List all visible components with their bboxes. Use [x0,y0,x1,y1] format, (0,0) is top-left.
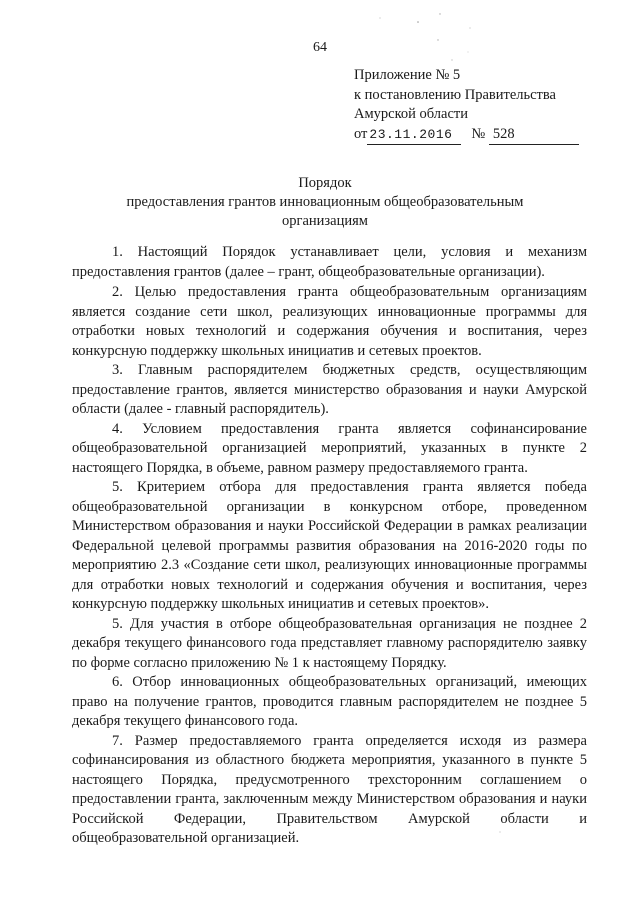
paragraph-7: 7. Размер предоставляемого гранта определяется исходя из размера софинансирования из областного бюджета мероприятия, указанного в пункте 5 настоящего Порядка, предусмотренного трехсторонним соглашением о предоставлении гранта, заключенным между Министерством образования и науки Российской Федерации, Правительством Амурской области и общеобразовательной организацией. [72,732,587,846]
appendix-date-line [354,125,604,146]
appendix-header [354,66,604,145]
title-line-3: организациям [282,213,368,229]
paragraph-1: 1. Настоящий Порядок устанавливает цели, условия и механизм предоставления грантов (далее – грант, общеобразовательные организации). [72,244,587,280]
number-label: № [471,125,486,142]
appendix-line-2: к постановлению Правительства [354,86,556,103]
title-line-1: Порядок [298,175,352,191]
appendix-line-1: Приложение № 5 [354,67,461,83]
document-title [60,174,590,231]
document-body [72,243,587,849]
date-prefix: от [354,125,368,142]
title-line-2: предоставления грантов инновационным общеобразовательным [126,194,524,210]
paragraph-4: 4. Условием предоставления гранта является софинансирование общеобразовательной организацией мероприятий, указанных в пункте 2 настоящего Порядка, в объеме, равном размеру предоставляемого гранта. [72,420,587,476]
resolution-date: 23.11.2016 [367,125,461,146]
paragraph-5: 5. Критерием отбора для предоставления гранта является победа общеобразовательной организации в конкурсном отборе, проведенном Министерством образования и науки Российской Федерации в рамках реализации Федеральной целевой программы развития образования на 2016-2020 годы по мероприятию 2.3 «Создание сети школ, реализующих инновационные программы для отработки новых технологий и содержания обучения и воспитания, через конкурсную поддержку школьных инициатив и сетевых проектов». [72,479,587,612]
paragraph-3: 3. Главным распорядителем бюджетных средств, осуществляющим предоставление грантов, является министерство образования и науки Амурской области (далее - главный распорядитель). [72,362,587,417]
page-number: 64 [313,40,327,55]
appendix-line-3: Амурской области [354,106,468,122]
resolution-number: 528 [489,125,579,146]
paragraph-2: 2. Целью предоставления гранта общеобразовательным организациям является создание сети школ, реализующих инновационные программы для отработки новых технологий и содержания обучения и воспитания, через конкурсную поддержку школьных инициатив и сетевых проектов. [72,284,587,359]
paragraph-6: 6. Отбор инновационных общеобразовательных организаций, имеющих право на получение грантов, проводится главным распорядителем не позднее 5 декабря текущего финансового года. [72,674,587,729]
paragraph-5-application: 5. Для участия в отборе общеобразовательная организация не позднее 2 декабря текущего финансового года представляет главному распорядителю заявку по форме согласно приложению № 1 к настоящему Порядку. [72,615,587,671]
